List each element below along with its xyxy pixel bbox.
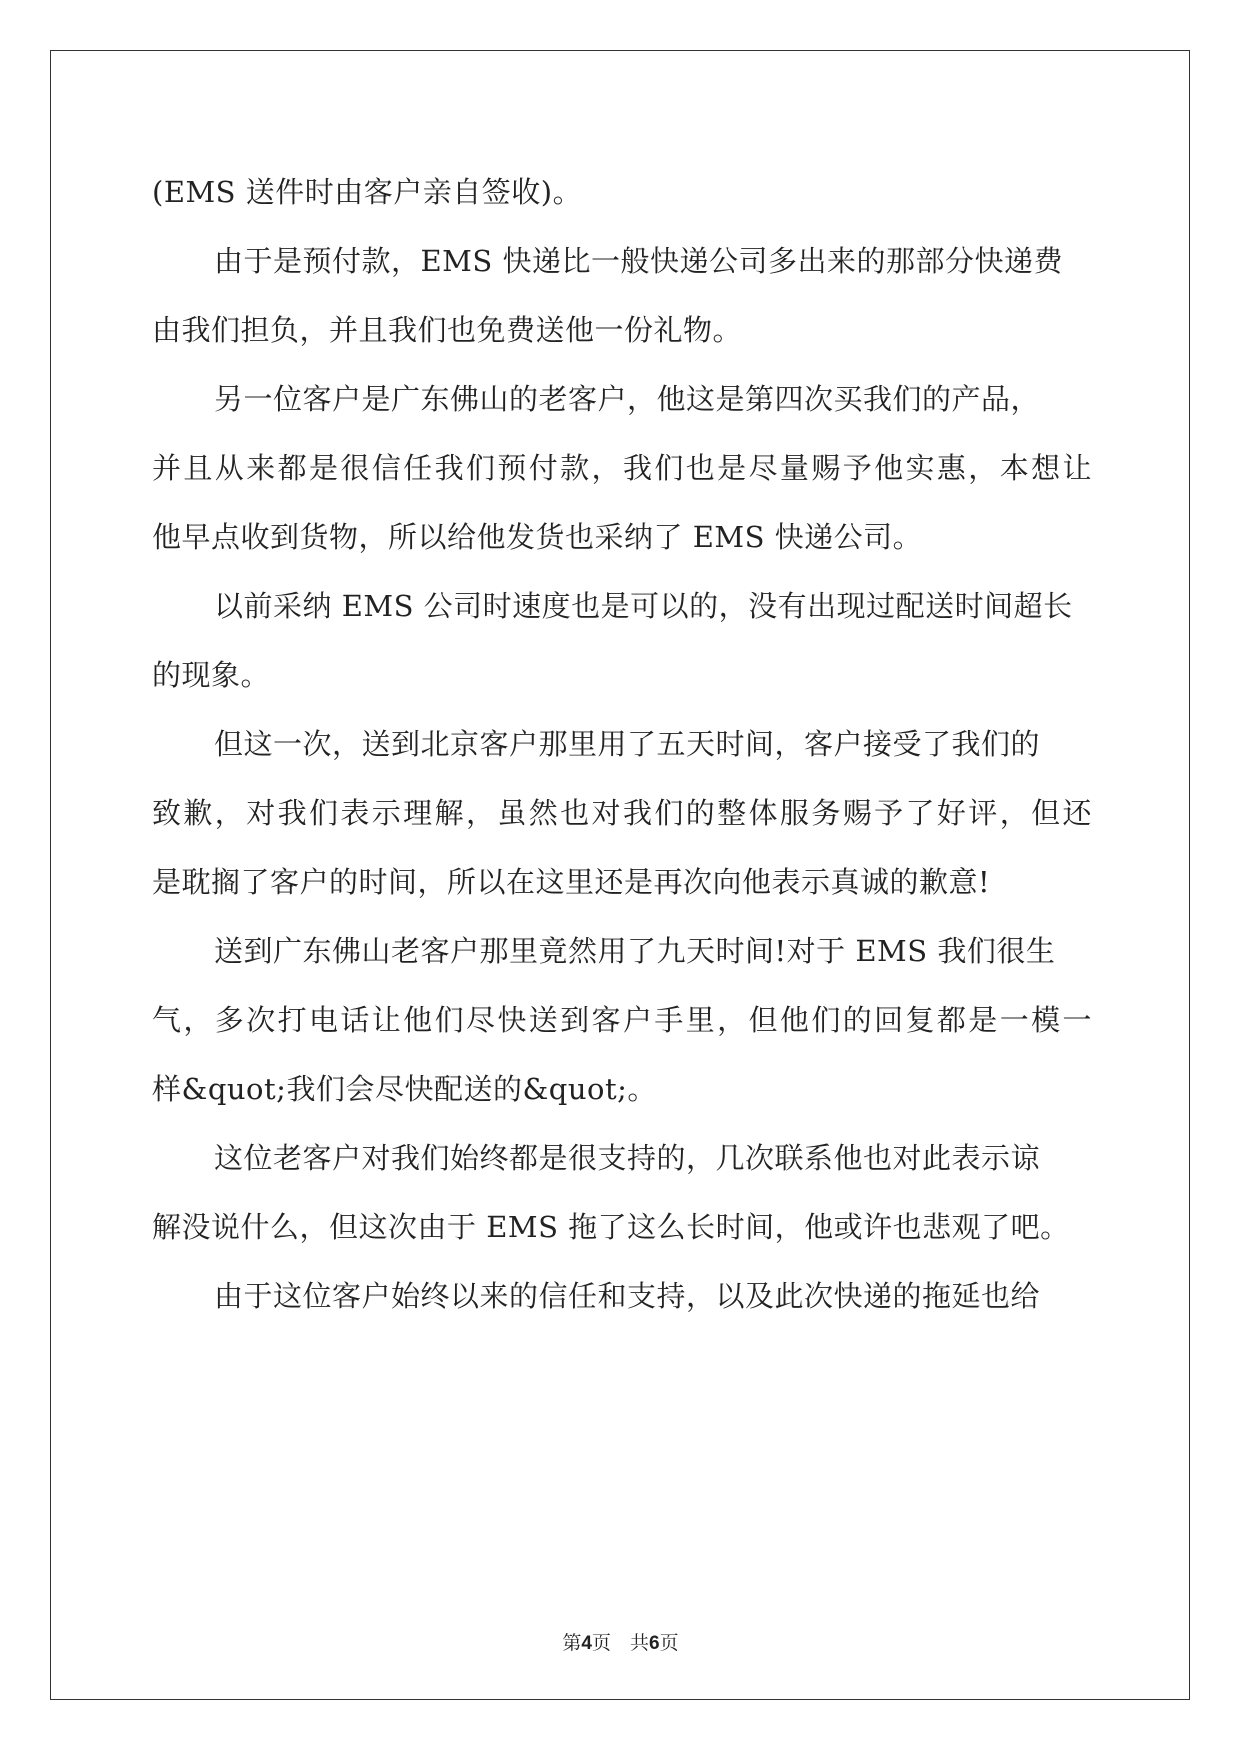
text-line: 致歉，对我们表示理解，虽然也对我们的整体服务赐予了好评，但还 [152, 796, 1092, 830]
text-line: 这位老客户对我们始终都是很支持的，几次联系他也对此表示谅 [214, 1141, 1041, 1175]
text-line: 样&quot;我们会尽快配送的&quot;。 [152, 1072, 657, 1106]
text-line: 另一位客户是广东佛山的老客户，他这是第四次买我们的产品， [214, 382, 1041, 416]
footer-suffix: 页 [659, 1632, 679, 1654]
text-line: 由我们担负，并且我们也免费送他一份礼物。 [152, 313, 743, 347]
text-line: 以前采纳 EMS 公司时速度也是可以的，没有出现过配送时间超长 [214, 589, 1073, 623]
text-line: 由于是预付款，EMS 快递比一般快递公司多出来的那部分快递费 [214, 244, 1063, 278]
text-line: 并且从来都是很信任我们预付款，我们也是尽量赐予他实惠，本想让 [152, 451, 1092, 485]
text-line: 解没说什么，但这次由于 EMS 拖了这么长时间，他或许也悲观了吧。 [152, 1210, 1070, 1244]
footer-mid: 页 共 [591, 1632, 649, 1654]
text-line: (EMS 送件时由客户亲自签收)。 [152, 175, 583, 209]
page-footer [0, 1628, 1241, 1655]
total-pages-number: 6 [649, 1633, 660, 1654]
text-line: 他早点收到货物，所以给他发货也采纳了 EMS 快递公司。 [152, 520, 923, 554]
text-line: 是耽搁了客户的时间，所以在这里还是再次向他表示真诚的歉意! [152, 865, 991, 899]
footer-prefix: 第 [562, 1632, 582, 1654]
current-page-number: 4 [581, 1633, 592, 1654]
text-line: 由于这位客户始终以来的信任和支持，以及此次快递的拖延也给 [214, 1279, 1041, 1313]
text-line: 气，多次打电话让他们尽快送到客户手里，但他们的回复都是一模一 [152, 1003, 1092, 1037]
text-line: 但这一次，送到北京客户那里用了五天时间，客户接受了我们的 [214, 727, 1041, 761]
text-line: 送到广东佛山老客户那里竟然用了九天时间!对于 EMS 我们很生 [214, 934, 1056, 968]
document-body [152, 158, 1092, 1331]
text-line: 的现象。 [152, 658, 271, 692]
